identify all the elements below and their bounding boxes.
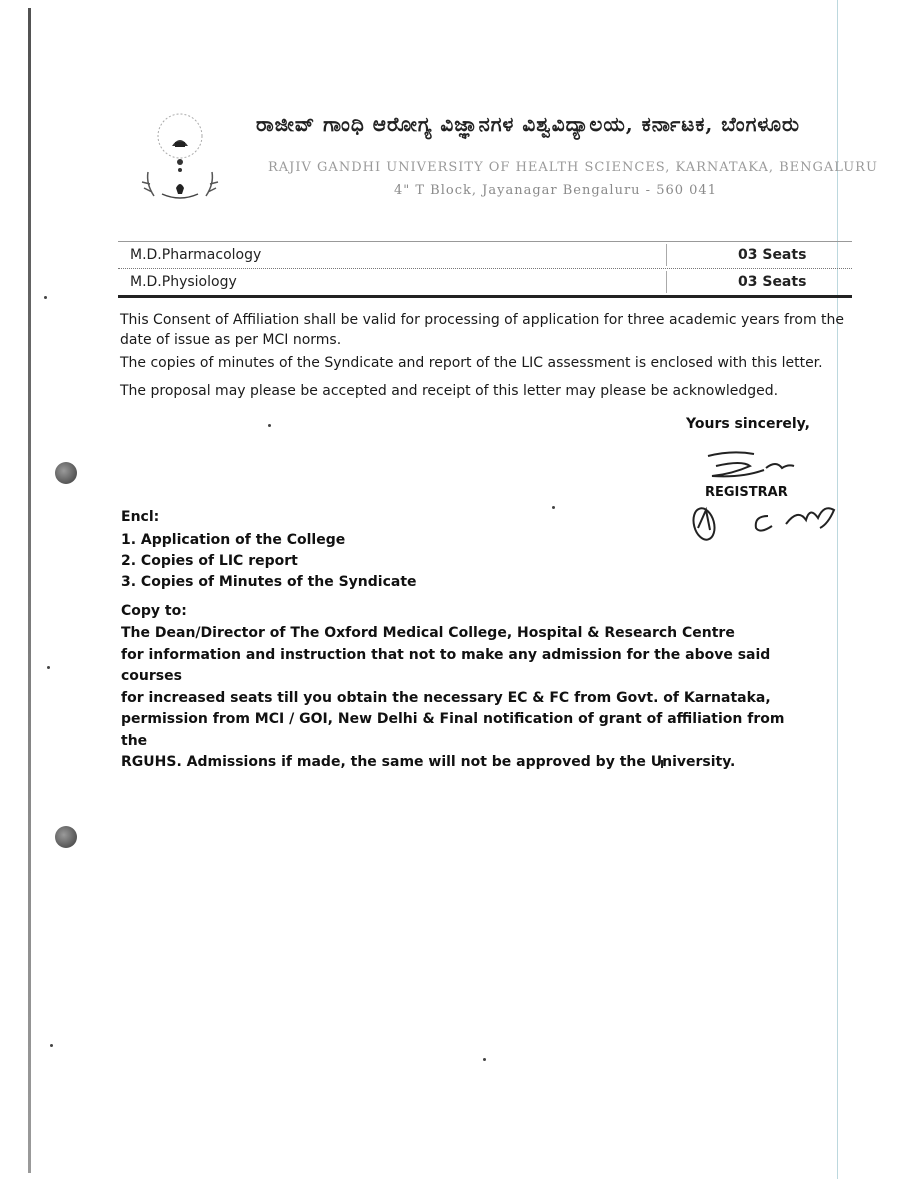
enclosure-item: 2. Copies of LIC report bbox=[121, 553, 298, 569]
scan-speck bbox=[44, 296, 47, 299]
scan-speck bbox=[268, 424, 271, 427]
university-emblem-logo bbox=[132, 104, 228, 208]
handwritten-initials bbox=[688, 498, 848, 546]
punch-hole-bottom bbox=[55, 826, 77, 848]
column-divider bbox=[666, 244, 667, 266]
scan-speck bbox=[47, 666, 50, 669]
seat-count: 03 Seats bbox=[738, 274, 807, 290]
punch-hole-top bbox=[55, 462, 77, 484]
enclosure-item: 3. Copies of Minutes of the Syndicate bbox=[121, 574, 417, 590]
enclosure-item: 1. Application of the College bbox=[121, 532, 346, 548]
course-name: M.D.Physiology bbox=[130, 274, 237, 290]
enclosed-paragraph: The copies of minutes of the Syndicate and report of the LIC assessment is enclosed with this letter. bbox=[120, 355, 823, 371]
seats-row bbox=[118, 241, 852, 269]
seats-table bbox=[118, 241, 852, 298]
validity-paragraph: This Consent of Affiliation shall be valid for processing of application for three academic years from the date of issue as per MCI norms. bbox=[120, 312, 845, 348]
course-name: M.D.Pharmacology bbox=[130, 247, 262, 263]
scan-speck bbox=[552, 506, 555, 509]
enclosures-heading: Encl: bbox=[121, 509, 160, 525]
copy-to-body bbox=[121, 623, 811, 774]
scan-edge-line bbox=[28, 8, 31, 1173]
proposal-paragraph: The proposal may please be accepted and receipt of this letter may please be acknowledged. bbox=[120, 383, 779, 399]
registrar-title: REGISTRAR bbox=[705, 485, 788, 500]
copy-to-line: for increased seats till you obtain the necessary EC & FC from Govt. of Karnataka, bbox=[121, 689, 771, 706]
scan-speck bbox=[483, 1058, 486, 1061]
copy-to-line: permission from MCI / GOI, New Delhi & Final notification of grant of affiliation from the bbox=[121, 711, 785, 749]
seats-row bbox=[118, 269, 852, 298]
copy-to-line: RGUHS. Admissions if made, the same will not be approved by the University. bbox=[121, 754, 736, 770]
university-address: 4" T Block, Jayanagar Bengaluru - 560 041 bbox=[394, 183, 717, 198]
scan-margin-line bbox=[837, 0, 838, 1179]
enclosures-list bbox=[121, 530, 417, 593]
closing-salutation: Yours sincerely, bbox=[686, 416, 810, 432]
copy-to-heading: Copy to: bbox=[121, 603, 187, 619]
registrar-signature bbox=[702, 446, 802, 486]
scan-speck bbox=[50, 1044, 53, 1047]
copy-to-line: The Dean/Director of The Oxford Medical College, Hospital & Research Centre bbox=[121, 625, 735, 641]
column-divider bbox=[666, 271, 667, 293]
copy-to-line: for information and instruction that not to make any admission for the above said courses bbox=[121, 646, 771, 684]
university-name-english: RAJIV GANDHI UNIVERSITY OF HEALTH SCIENCES, KARNATAKA, BENGALURU bbox=[268, 160, 878, 175]
seat-count: 03 Seats bbox=[738, 247, 807, 263]
university-name-kannada: ರಾಜೀವ್ ಗಾಂಧಿ ಆರೋಗ್ಯ ವಿಜ್ಞಾನಗಳ ವಿಶ್ವವಿದ್ಯಾಲಯ, ಕರ್ನಾಟಕ, ಬೆಂಗಳೂರು bbox=[256, 112, 800, 136]
